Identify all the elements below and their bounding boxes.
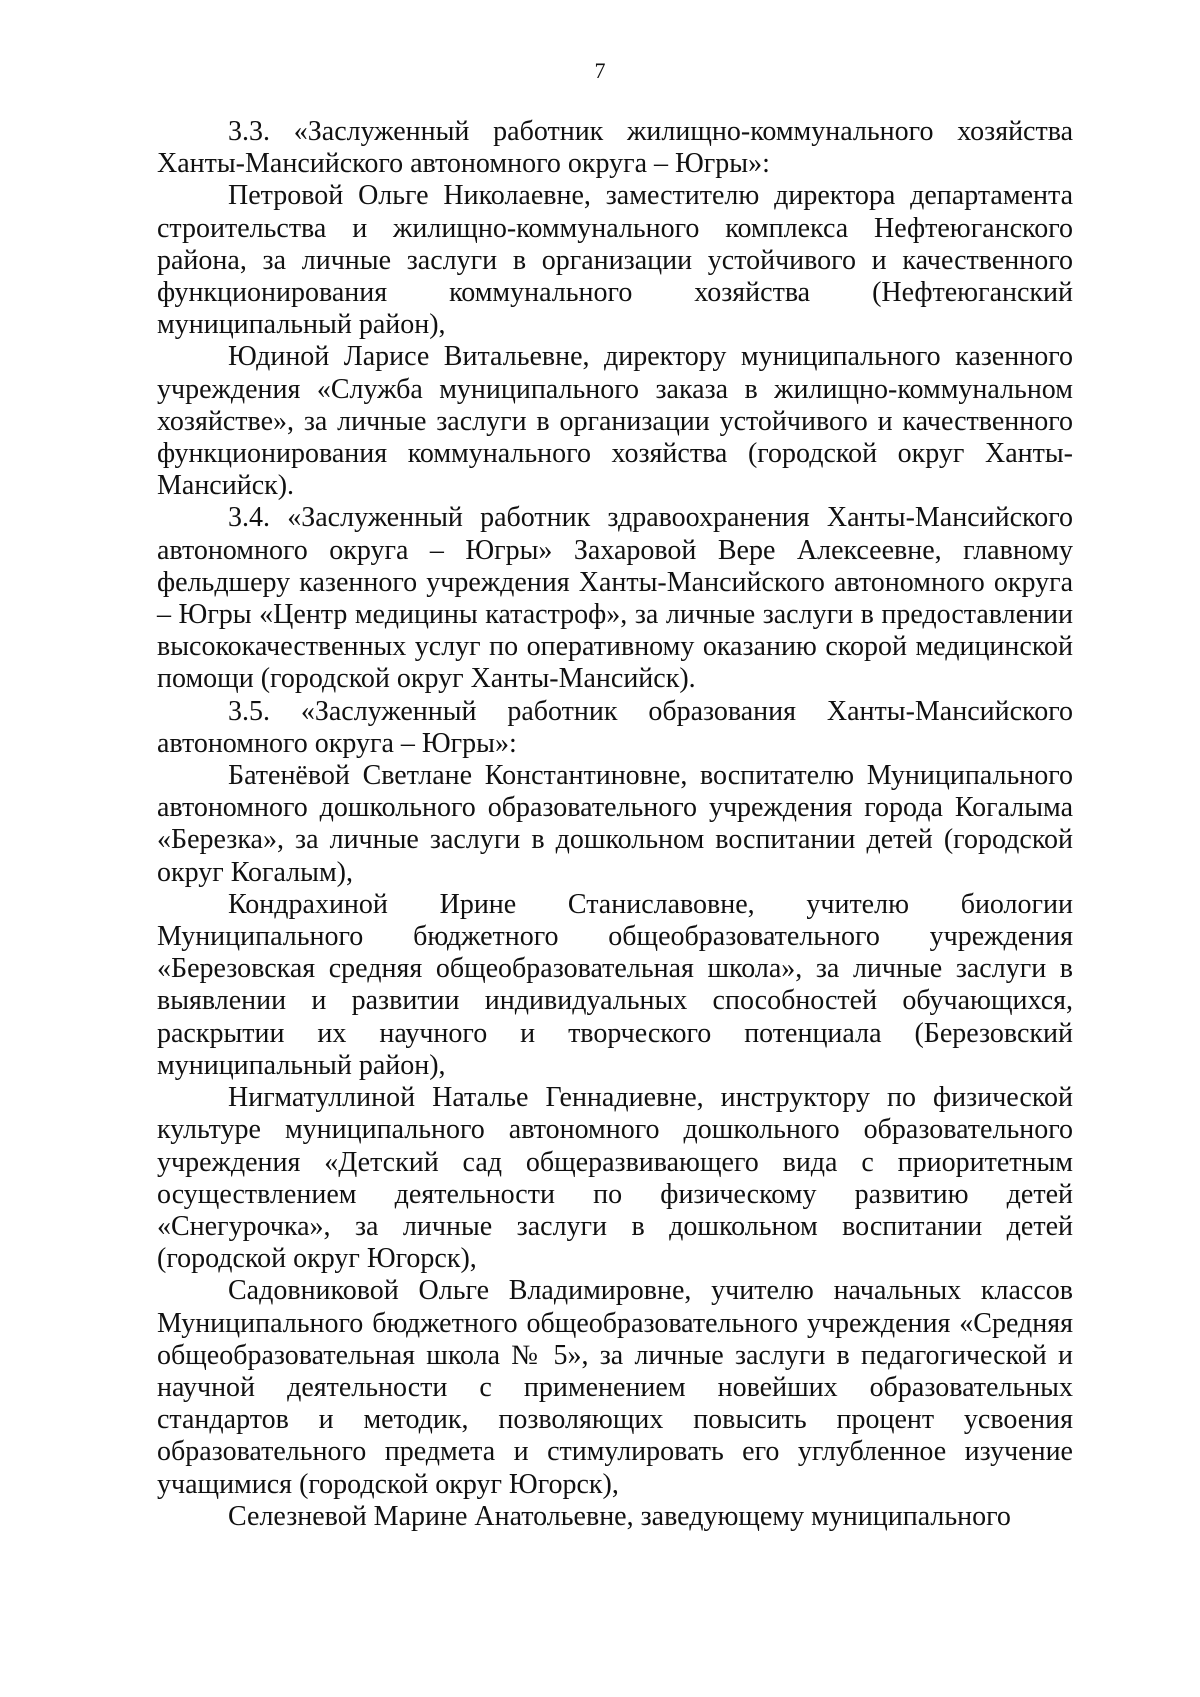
paragraph-3-3-heading: 3.3. «Заслуженный работник жилищно-коммунального хозяйства Ханты-Мансийского автономного округа – Югры»: bbox=[157, 116, 1073, 180]
page-number: 7 bbox=[594, 58, 606, 83]
document-body bbox=[157, 116, 1073, 1533]
paragraph-petrova: Петровой Ольге Николаевне, заместителю директора департамента строительства и жилищно-коммунального комплекса Нефтеюганского района, за личные заслуги в организации устойчивого и качественного функционирования коммунального хозяйства (Нефтеюганский муниципальный район), bbox=[157, 180, 1073, 341]
paragraph-3-4-zakharova: 3.4. «Заслуженный работник здравоохранения Ханты-Мансийского автономного округа – Югры» Захаровой Вере Алексеевне, главному фельдшеру казенного учреждения Ханты-Мансийского автономного округа – Югры «Центр медицины катастроф», за личные заслуги в предоставлении высококачественных услуг по оперативному оказанию скорой медицинской помощи (городской округ Ханты-Мансийск). bbox=[157, 502, 1073, 695]
paragraph-kondrakhina: Кондрахиной Ирине Станиславовне, учителю биологии Муниципального бюджетного общеобразовательного учреждения «Березовская средняя общеобразовательная школа», за личные заслуги в выявлении и развитии индивидуальных способностей обучающихся, раскрытии их научного и творческого потенциала (Березовский муниципальный район), bbox=[157, 888, 1073, 1081]
paragraph-selezneva: Селезневой Марине Анатольевне, заведующему муниципального bbox=[228, 1500, 1011, 1532]
paragraph-sadovnikova: Садовниковой Ольге Владимировне, учителю начальных классов Муниципального бюджетного общеобразовательного учреждения «Средняя общеобразовательная школа № 5», за личные заслуги в педагогической и научной деятельности с применением новейших образовательных стандартов и методик, позволяющих повысить процент усвоения образовательного предмета и стимулировать его углубленное изучение учащимися (городской округ Югорск), bbox=[157, 1275, 1073, 1500]
paragraph-3-5-heading: 3.5. «Заслуженный работник образования Ханты-Мансийского автономного округа – Югры»: bbox=[157, 695, 1073, 759]
paragraph-batenyova: Батенёвой Светлане Константиновне, воспитателю Муниципального автономного дошкольного образовательного учреждения города Когалыма «Березка», за личные заслуги в дошкольном воспитании детей (городской округ Когалым), bbox=[157, 760, 1073, 888]
paragraph-yudina: Юдиной Ларисе Витальевне, директору муниципального казенного учреждения «Служба муниципального заказа в жилищно-коммунальном хозяйстве», за личные заслуги в организации устойчивого и качественного функционирования коммунального хозяйства (городской округ Ханты-Мансийск). bbox=[157, 341, 1073, 502]
paragraph-nigmatullina: Нигматуллиной Наталье Геннадиевне, инструктору по физической культуре муниципального автономного дошкольного образовательного учреждения «Детский сад общеразвивающего вида с приоритетным осуществлением деятельности по физическому развитию детей «Снегурочка», за личные заслуги в дошкольном воспитании детей (городской округ Югорск), bbox=[157, 1082, 1073, 1275]
